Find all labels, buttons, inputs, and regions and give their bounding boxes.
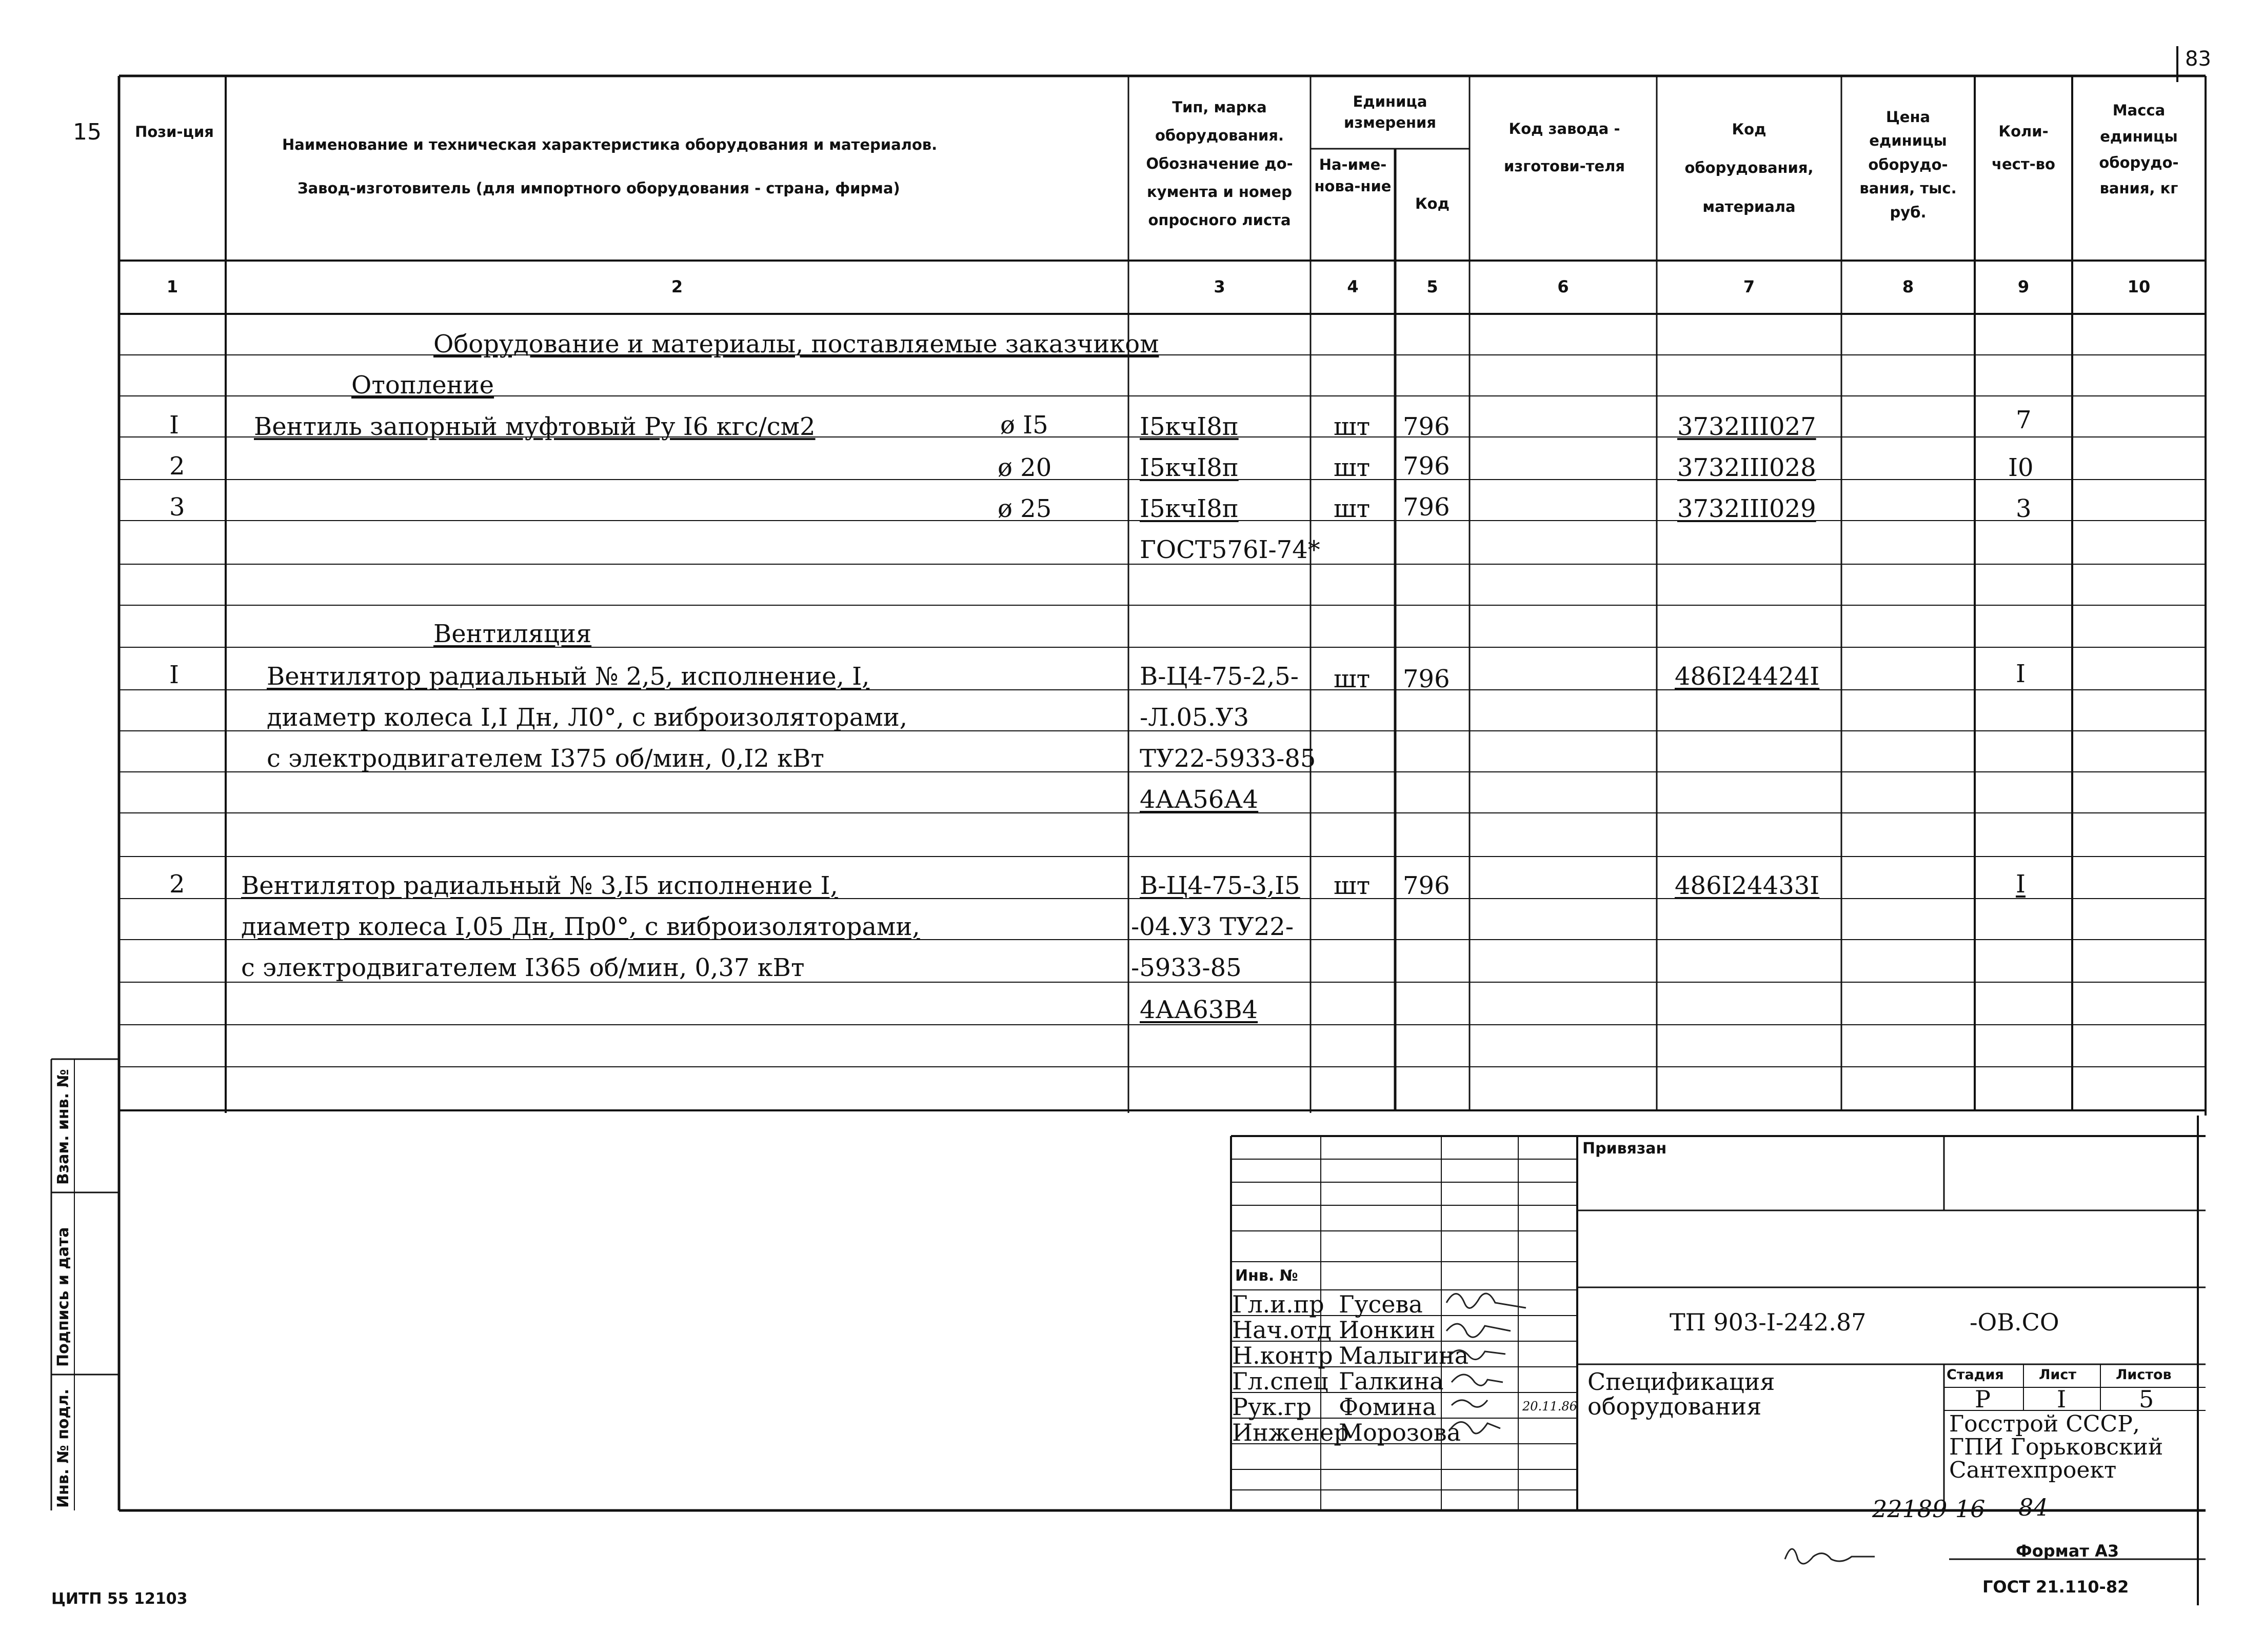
header-mass: Масса единицы оборудо-вания, кг [2099,102,2179,197]
fan2-type-3: -5933-85 [1131,953,1242,982]
heating-row-3-dia: ø 25 [998,494,1052,523]
heating-row-3-equip: 3732III029 [1677,494,1816,523]
tb-signer-2-name: Ионкин [1339,1316,1436,1344]
tb-inv-no: Инв. № [1235,1267,1298,1285]
col-number-8: 8 [1902,277,1914,296]
side-label-replace-inv: Взам. инв. № [54,1069,72,1185]
tb-signer-4-name: Галкина [1339,1367,1444,1395]
tb-org-line-2: ГПИ Горьковский [1949,1434,2163,1460]
subsection-ventilation: Вентиляция [433,620,592,648]
heating-row-1-type: I5кчI8п [1140,412,1239,441]
col-number-7: 7 [1743,277,1755,296]
signatures-image [1441,1282,1580,1472]
tb-privyazan: Привязан [1582,1140,1667,1158]
fan1-pos: I [169,661,179,689]
archive-number: 22189-16 [1872,1495,1986,1523]
fan2-unit: шт [1334,871,1371,900]
heating-row-3-code: 796 [1403,493,1450,522]
tb-stage-label: Стадия [1947,1367,2004,1383]
col-number-6: 6 [1557,277,1569,296]
fan2-line-2: диаметр колеса I,05 Дн, Пр0°, с виброизоляторами, [241,912,920,941]
tb-sheet-label: Лист [2039,1367,2076,1383]
tb-sheets-label: Листов [2116,1367,2172,1383]
col-number-9: 9 [2017,277,2030,296]
heating-row-2-dia: ø 20 [998,453,1052,482]
row-marker: 15 [73,119,102,145]
heating-row-1-qty: 7 [2016,406,2032,434]
tb-signer-1-role: Гл.и.пр [1232,1290,1324,1318]
heating-row-1-dia: ø I5 [1000,411,1048,440]
fan1-type-4: 4АА56А4 [1140,785,1259,814]
tb-signer-3-name: Малыгина [1339,1342,1469,1369]
tb-doc-title: Спецификация оборудования [1587,1368,1775,1421]
tb-signer-2-role: Нач.отд [1232,1316,1332,1344]
fan2-pos: 2 [169,870,185,899]
tb-sheets: 5 [2139,1385,2154,1413]
fan1-qty: I [2016,660,2026,688]
heating-row-3-unit: шт [1334,494,1371,523]
tb-signer-4-role: Гл.спец [1232,1367,1328,1395]
fan1-type-1: В-Ц4-75-2,5- [1140,662,1299,691]
side-label-original-inv: Инв. № подл. [54,1388,72,1508]
fan1-line-2: диаметр колеса I,I Дн, Л0°, с виброизоляторами, [267,703,907,732]
tb-signer-1-name: Гусева [1339,1290,1423,1318]
heating-row-2-unit: шт [1334,453,1371,482]
heating-row-2-pos: 2 [169,452,185,481]
tb-signer-6-name: Морозова [1339,1419,1461,1446]
tb-stage: Р [1975,1385,1991,1413]
fan1-type-2: -Л.05.У3 [1140,703,1249,732]
col-number-4: 4 [1347,277,1359,296]
header-position: Пози-ция [135,123,214,141]
tb-signer-5-name: Фомина [1339,1393,1437,1421]
header-unit-code: Код [1415,195,1450,212]
fan2-line-1: Вентилятор радиальный № 3,I5 исполнение I, [241,871,838,900]
tb-signer-3-role: Н.контр [1232,1342,1333,1369]
heating-row-2-equip: 3732III028 [1677,453,1816,482]
heating-gost: ГОСТ576I-74* [1140,535,1320,564]
heating-row-2-qty: I0 [2008,453,2034,482]
fan1-unit: шт [1334,665,1371,693]
heating-row-2-code: 796 [1403,452,1450,481]
heating-row-3-type: I5кчI8п [1140,494,1239,523]
header-type: Тип, марка оборудования. Обозначение до-кумента и номер опросного листа [1146,98,1293,229]
heating-row-1-unit: шт [1334,412,1371,441]
tb-signer-5-role: Рук.гр [1232,1393,1312,1421]
heating-row-3-qty: 3 [2016,494,2032,523]
header-maker-code: Код завода - изготови-теля [1503,120,1625,175]
fan2-qty: I [2016,870,2026,899]
heating-row-1-code: 796 [1403,412,1450,441]
tb-org-line-1: Госстрой СССР, [1949,1411,2140,1437]
fan2-equip: 486I24433I [1675,871,1820,900]
fan1-code: 796 [1403,665,1450,693]
header-equip-code: Код оборудования, материала [1684,121,1814,215]
subsection-heating: Отопление [351,371,494,400]
col-number-10: 10 [2127,277,2151,296]
printer-mark: ЦИТП 55 12103 [51,1590,188,1608]
heating-row-1-pos: I [169,411,179,440]
fan2-type-4: 4АА63В4 [1140,996,1258,1024]
gost-label: ГОСТ 21.110-82 [1982,1577,2129,1597]
col-number-1: 1 [166,277,178,296]
tb-date-note: 20.11.86 [1522,1399,1577,1414]
header-name-line2: Завод-изготовитель (для импортного оборудования - страна, фирма) [297,180,900,197]
tb-org-line-3: Сантехпроект [1949,1457,2117,1483]
bottom-signature-image [1780,1536,1882,1572]
fan2-type-2: -04.У3 ТУ22- [1131,912,1294,941]
fan1-equip: 486I24424I [1675,662,1820,691]
header-name-line1: Наименование и техническая характеристика оборудования и материалов. [282,136,938,153]
fan1-line-3: с электродвигателем I375 об/мин, 0,I2 кВт [267,744,824,773]
format-label: Формат А3 [2016,1541,2119,1561]
header-unit-name: На-име-нова-ние [1314,156,1392,195]
header-price: Цена единицы оборудо-вания, тыс. руб. [1859,108,1957,221]
section-title: Оборудование и материалы, поставляемые заказчиком [433,330,1159,359]
heating-row-1-name: Вентиль запорный муфтовый Ру I6 кгс/см2 [254,412,816,441]
heating-row-1-equip: 3732III027 [1677,412,1816,441]
header-unit: Единица измерения [1344,93,1436,131]
side-label-signature-date: Подпись и дата [54,1227,72,1367]
page-number: 83 [2185,47,2211,71]
tb-sheet: I [2057,1385,2067,1413]
fan2-line-3: с электродвигателем I365 об/мин, 0,37 кВт [241,953,805,982]
heating-row-3-pos: 3 [169,493,185,522]
tb-signer-6-role: Инженер [1232,1419,1349,1446]
fan1-type-3: ТУ22-5933-85 [1140,744,1316,773]
tb-doc-code: ТП 903-I-242.87 [1670,1308,1867,1336]
fan2-code: 796 [1403,871,1450,900]
col-number-5: 5 [1426,277,1438,296]
col-number-3: 3 [1214,277,1225,296]
archive-page: 84 [2018,1494,2049,1521]
fan1-line-1: Вентилятор радиальный № 2,5, исполнение, I, [267,662,870,691]
heating-row-2-type: I5кчI8п [1140,453,1239,482]
header-qty: Коли-чест-во [1992,123,2055,173]
fan2-type-1: В-Ц4-75-3,I5 [1140,871,1300,900]
tb-doc-suffix: -ОВ.СО [1970,1308,2059,1336]
col-number-2: 2 [671,277,683,296]
